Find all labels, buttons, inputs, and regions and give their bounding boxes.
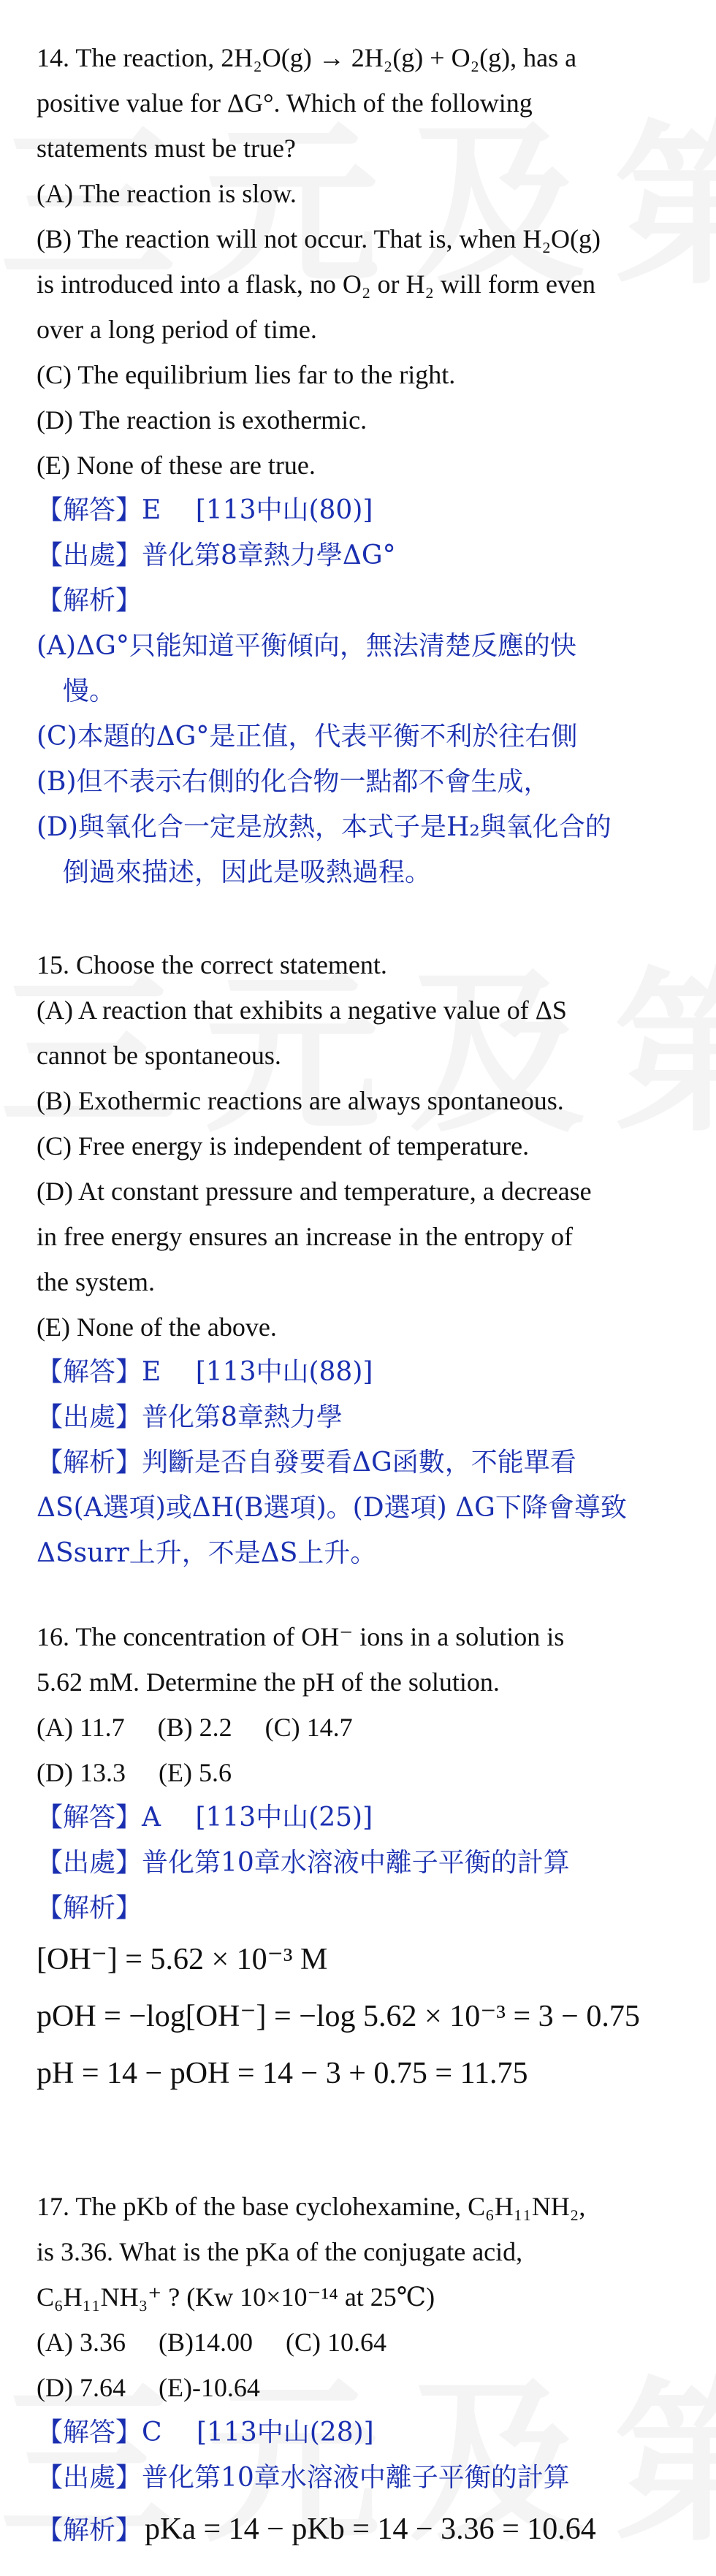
question-text: 17. The pKb of the base cyclohexamine, C₆H₁₁NH₂, [37,2192,586,2221]
options-row: (D) 7.64 (E)-10.64 [37,2373,260,2402]
analysis-text: 【解析】判斷是否自發要看ΔG函數，不能單看 [37,1448,576,1478]
option-d: (D) The reaction is exothermic. [37,405,367,435]
analysis-text: ΔS(A選項)或ΔH(B選項)。(D選項) ΔG下降會導致 [37,1493,627,1523]
option-a: (A) A reaction that exhibits a negative value of ΔS [37,995,567,1025]
question-17 [37,2184,679,2558]
option-d: the system. [37,1267,155,1296]
question-text: 15. Choose the correct statement. [37,950,387,979]
option-a: (A) The reaction is slow. [37,179,297,208]
equation: pOH = −log[OH⁻] = −log 5.62 × 10⁻³ = 3 − 0.75 [37,2000,640,2033]
option-e: (E) None of these are true. [37,451,316,480]
question-text: statements must be true? [37,134,296,163]
option-d: (D) At constant pressure and temperature, a decrease [37,1177,592,1206]
option-b: is introduced into a flask, no O₂ or H₂ will form even [37,270,595,299]
question-14 [37,35,679,895]
question-text: is 3.36. What is the pKa of the conjugate acid, [37,2237,523,2266]
answer-label: 【解答】E [113中山(80)] [37,495,373,525]
analysis-label: 【解析】 [37,2515,142,2545]
source-label: 【出處】普化第8章熱力學ΔG° [37,540,396,570]
analysis-label: 【解析】 [37,586,142,616]
source-label: 【出處】普化第8章熱力學 [37,1402,343,1432]
options-row: (D) 13.3 (E) 5.6 [37,1758,232,1787]
analysis-text: (A)ΔG°只能知道平衡傾向，無法清楚反應的快 [37,631,576,661]
question-16 [37,1614,679,2102]
option-c: (C) The equilibrium lies far to the right. [37,360,456,389]
option-d: in free energy ensures an increase in the entropy of [37,1222,574,1251]
source-label: 【出處】普化第10章水溶液中離子平衡的計算 [37,1848,570,1878]
answer-label: 【解答】E [113中山(88)] [37,1357,373,1387]
answer-label: 【解答】A [113中山(25)] [37,1803,373,1832]
analysis-text: 倒過來描述，因此是吸熱過程。 [63,857,432,887]
equation: [OH⁻] = 5.62 × 10⁻³ M [37,1943,328,1976]
option-e: (E) None of the above. [37,1312,277,1342]
option-b: over a long period of time. [37,315,317,344]
option-b: (B) The reaction will not occur. That is, when H₂O(g) [37,224,601,253]
answer-label: 【解答】C [113中山(28)] [37,2418,374,2447]
question-text: C₆H₁₁NH₃⁺ ? (Kw 10×10⁻¹⁴ at 25℃) [37,2282,435,2312]
options-row: (A) 11.7 (B) 2.2 (C) 14.7 [37,1713,353,1742]
equation: pH = 14 − pOH = 14 − 3 + 0.75 = 11.75 [37,2057,528,2090]
options-row: (A) 3.36 (B)14.00 (C) 10.64 [37,2328,386,2357]
analysis-text: (B)但不表示右側的化合物一點都不會生成， [37,767,550,797]
question-text: 5.62 mM. Determine the pH of the solution. [37,1667,500,1697]
analysis-text: ΔSsurr上升，不是ΔS上升。 [37,1538,377,1568]
question-text: positive value for ΔG°. Which of the following [37,88,533,118]
analysis-text: 慢。 [63,676,116,706]
source-label: 【出處】普化第10章水溶液中離子平衡的計算 [37,2463,570,2493]
question-text: 16. The concentration of OH⁻ ions in a solution is [37,1622,565,1651]
option-c: (C) Free energy is independent of temperature. [37,1131,530,1161]
analysis-label: 【解析】 [37,1893,142,1923]
question-text: 14. The reaction, 2H₂O(g) → 2H₂(g) + O₂(g), has a [37,43,577,72]
option-a: cannot be spontaneous. [37,1041,281,1070]
equation: pKa = 14 − pKb = 14 − 3.36 = 10.64 [145,2512,596,2546]
question-15 [37,942,679,1576]
analysis-text: (C)本題的ΔG°是正值，代表平衡不利於往右側 [37,722,578,752]
analysis-text: (D)與氧化合一定是放熱，本式子是H₂與氧化合的 [37,812,612,842]
option-b: (B) Exothermic reactions are always spontaneous. [37,1086,564,1115]
